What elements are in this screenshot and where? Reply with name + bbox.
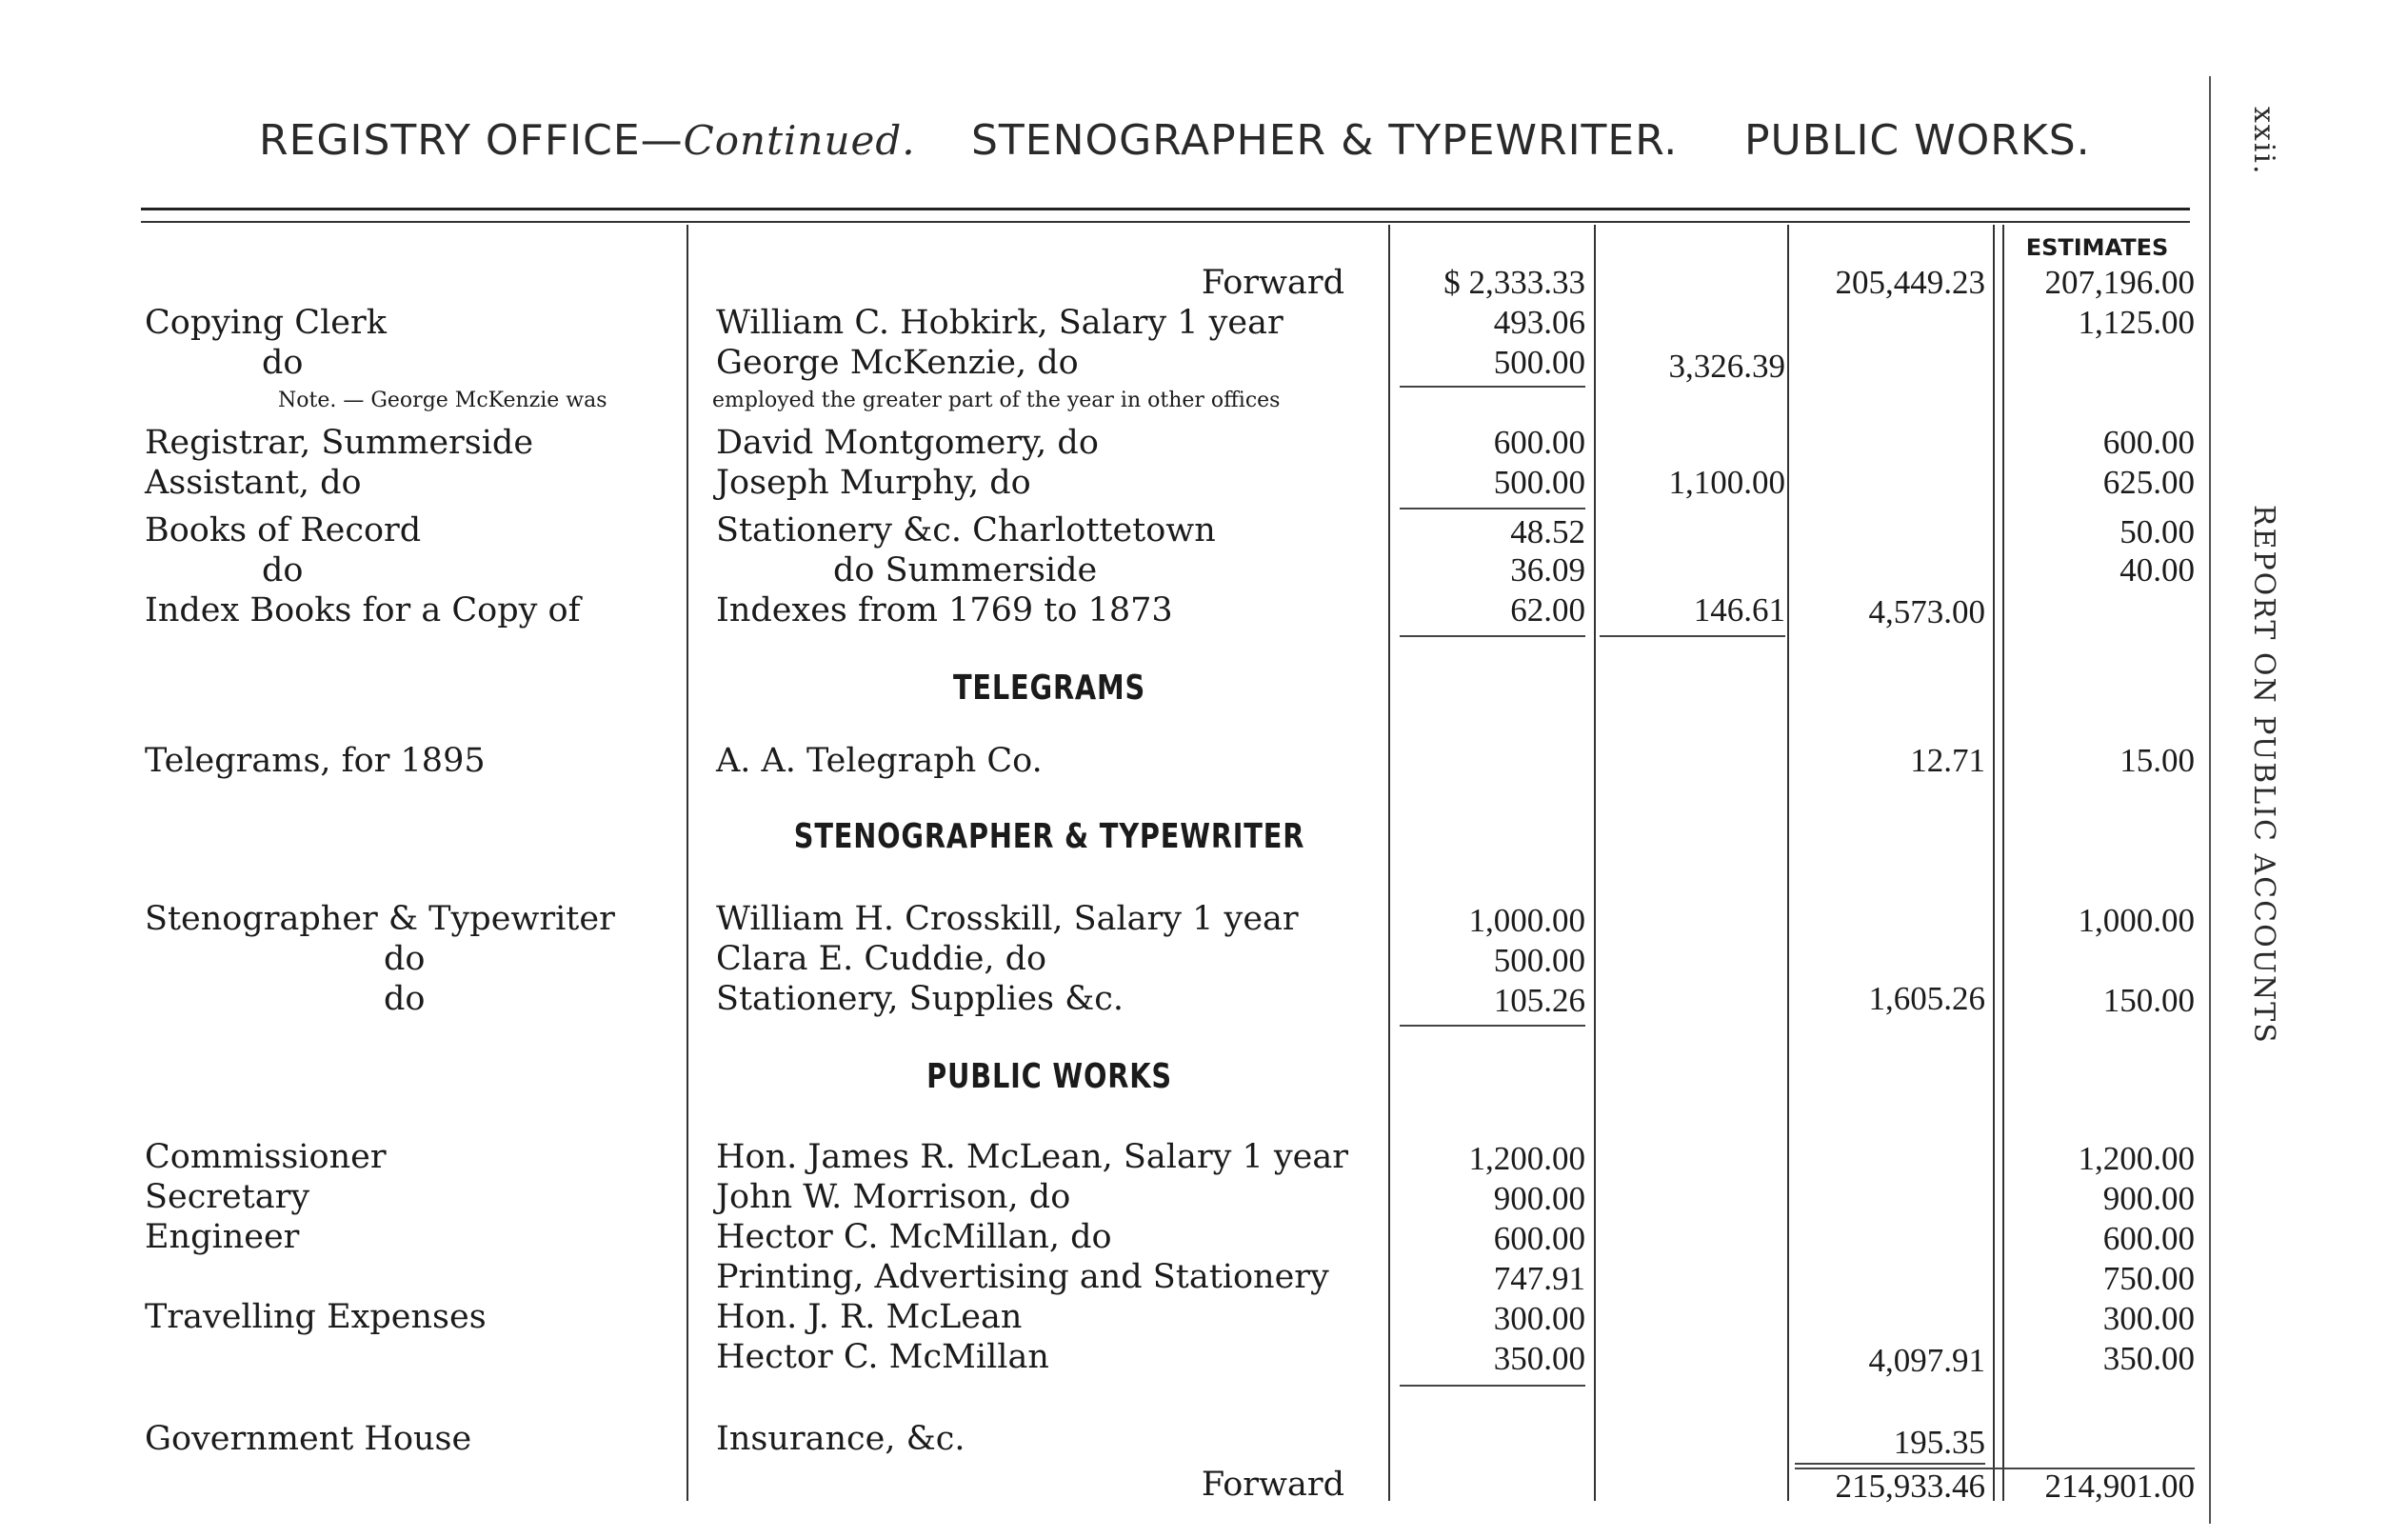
- registry-c4-3: 600.00: [2102, 424, 2195, 461]
- header-continued: Continued.: [683, 117, 916, 164]
- works-c4-0: 1,200.00: [2078, 1140, 2195, 1177]
- telegrams-c4: 15.00: [2119, 742, 2195, 779]
- works-item-5: Hector C. McMillan: [716, 1338, 1049, 1376]
- registry-c4-0: 1,125.00: [2078, 304, 2195, 341]
- works-c4-2: 600.00: [2102, 1220, 2195, 1257]
- column-rule-2: [1388, 225, 1390, 1501]
- header-registry-office: REGISTRY OFFICE—Continued.: [259, 116, 916, 165]
- steno-c1-1: 500.00: [1493, 942, 1585, 979]
- works-c4-4: 300.00: [2102, 1300, 2195, 1337]
- forward-c3-bottom: 215,933.46: [1835, 1468, 1985, 1505]
- steno-desc-0: Stenographer & Typewriter: [145, 900, 615, 938]
- steno-item-0: William H. Crosskill, Salary 1 year: [716, 900, 1299, 938]
- header-stenographer: STENOGRAPHER & TYPEWRITER.: [971, 116, 1679, 165]
- works-desc-4: Travelling Expenses: [145, 1298, 487, 1336]
- registry-note-desc: Note. — George McKenzie was: [278, 389, 607, 412]
- registry-c3-7: 4,573.00: [1868, 593, 1985, 630]
- registry-c4-6: 40.00: [2119, 551, 2195, 589]
- registry-item-3: David Montgomery, do: [716, 424, 1099, 462]
- steno-item-1: Clara E. Cuddie, do: [716, 940, 1047, 978]
- subtotal-rule: [1400, 1385, 1585, 1387]
- forward-c3-top: 205,449.23: [1835, 264, 1985, 301]
- registry-c1-1: 500.00: [1493, 344, 1585, 381]
- registry-item-7: Indexes from 1769 to 1873: [716, 591, 1173, 629]
- registry-desc-4: Assistant, do: [145, 464, 362, 502]
- registry-desc-1: do: [262, 344, 304, 382]
- subtotal-rule: [1600, 635, 1785, 637]
- registry-desc-7: Index Books for a Copy of: [145, 591, 581, 629]
- registry-desc-3: Registrar, Summerside: [145, 424, 534, 462]
- right-margin-rule: [2209, 76, 2211, 1524]
- works-item-4: Hon. J. R. McLean: [716, 1298, 1023, 1336]
- registry-desc-5: Books of Record: [145, 511, 422, 549]
- steno-c1-2: 105.26: [1493, 982, 1585, 1019]
- column-rule-3: [1594, 225, 1596, 1501]
- steno-c1-0: 1,000.00: [1468, 902, 1585, 939]
- works-desc-1: Secretary: [145, 1178, 310, 1216]
- registry-c1-0: 493.06: [1493, 304, 1585, 341]
- steno-c4-2: 150.00: [2102, 982, 2195, 1019]
- registry-c1-7: 62.00: [1510, 591, 1585, 629]
- column-rule-5: [1993, 225, 1995, 1501]
- forward-c4-top: 207,196.00: [2044, 264, 2195, 301]
- works-c4-3: 750.00: [2102, 1260, 2195, 1297]
- works-desc-2: Engineer: [145, 1218, 300, 1256]
- forward-c4-bottom: 214,901.00: [2044, 1468, 2195, 1505]
- telegrams-c3: 12.71: [1910, 742, 1985, 779]
- column-rule-1: [687, 225, 688, 1501]
- subtotal-rule: [1400, 386, 1585, 388]
- forward-c1-top: $ 2,333.33: [1443, 264, 1585, 301]
- government-c3: 195.35: [1893, 1424, 1985, 1461]
- registry-c1-5: 48.52: [1510, 513, 1585, 550]
- registry-c4-5: 50.00: [2119, 513, 2195, 550]
- subtotal-rule: [1400, 508, 1585, 509]
- section-title-stenographer: STENOGRAPHER & TYPEWRITER: [793, 817, 1305, 856]
- side-report-title: REPORT ON PUBLIC ACCOUNTS: [2247, 505, 2280, 1045]
- subtotal-rule: [1400, 635, 1585, 637]
- header-public-works: PUBLIC WORKS.: [1744, 116, 2091, 165]
- registry-desc-6: do: [262, 551, 304, 589]
- registry-c2-1: 3,326.39: [1668, 348, 1785, 385]
- registry-item-5: Stationery &c. Charlottetown: [716, 511, 1216, 549]
- works-item-0: Hon. James R. McLean, Salary 1 year: [716, 1138, 1348, 1176]
- works-item-1: John W. Morrison, do: [716, 1178, 1071, 1216]
- government-item: Insurance, &c.: [716, 1420, 965, 1458]
- total-rule: [1795, 1463, 1985, 1465]
- steno-desc-1: do: [384, 940, 426, 978]
- side-page-number: xxii.: [2247, 107, 2280, 176]
- registry-c1-4: 500.00: [1493, 464, 1585, 501]
- registry-item-0: William C. Hobkirk, Salary 1 year: [716, 304, 1284, 342]
- works-c4-1: 900.00: [2102, 1180, 2195, 1217]
- works-c1-4: 300.00: [1493, 1300, 1585, 1337]
- telegrams-desc: Telegrams, for 1895: [145, 742, 486, 780]
- telegrams-item: A. A. Telegraph Co.: [716, 742, 1043, 780]
- government-desc: Government House: [145, 1420, 472, 1458]
- registry-item-4: Joseph Murphy, do: [716, 464, 1031, 502]
- column-rule-4: [1787, 225, 1789, 1501]
- estimates-label: ESTIMATES: [2025, 234, 2169, 261]
- works-c1-2: 600.00: [1493, 1220, 1585, 1257]
- header-rule-thin: [141, 221, 2190, 223]
- works-c1-1: 900.00: [1493, 1180, 1585, 1217]
- subtotal-rule: [1400, 1025, 1585, 1027]
- works-c1-5: 350.00: [1493, 1340, 1585, 1377]
- steno-c3-2: 1,605.26: [1868, 980, 1985, 1017]
- works-c4-5: 350.00: [2102, 1340, 2195, 1377]
- section-title-telegrams: TELEGRAMS: [952, 669, 1146, 708]
- steno-c4-0: 1,000.00: [2078, 902, 2195, 939]
- header-rule-thick: [141, 208, 2190, 210]
- works-desc-0: Commissioner: [145, 1138, 387, 1176]
- works-item-2: Hector C. McMillan, do: [716, 1218, 1112, 1256]
- registry-c2-4: 1,100.00: [1668, 464, 1785, 501]
- registry-c2-7: 146.61: [1693, 591, 1785, 629]
- registry-c1-6: 36.09: [1510, 551, 1585, 589]
- registry-item-6: do Summerside: [833, 551, 1098, 589]
- works-c3-5: 4,097.91: [1868, 1342, 1985, 1379]
- steno-item-2: Stationery, Supplies &c.: [716, 980, 1124, 1018]
- registry-note-item: employed the greater part of the year in other offices: [712, 389, 1281, 412]
- forward-label-bottom: Forward: [1201, 1466, 1344, 1504]
- section-title-public-works: PUBLIC WORKS: [926, 1057, 1172, 1096]
- header-dash: —: [640, 116, 684, 165]
- steno-desc-2: do: [384, 980, 426, 1018]
- works-item-3: Printing, Advertising and Stationery: [716, 1258, 1329, 1296]
- works-c1-3: 747.91: [1493, 1260, 1585, 1297]
- registry-c1-3: 600.00: [1493, 424, 1585, 461]
- works-c1-0: 1,200.00: [1468, 1140, 1585, 1177]
- registry-desc-0: Copying Clerk: [145, 304, 387, 342]
- registry-item-1: George McKenzie, do: [716, 344, 1079, 382]
- registry-c4-4: 625.00: [2102, 464, 2195, 501]
- forward-label-top: Forward: [1201, 264, 1344, 302]
